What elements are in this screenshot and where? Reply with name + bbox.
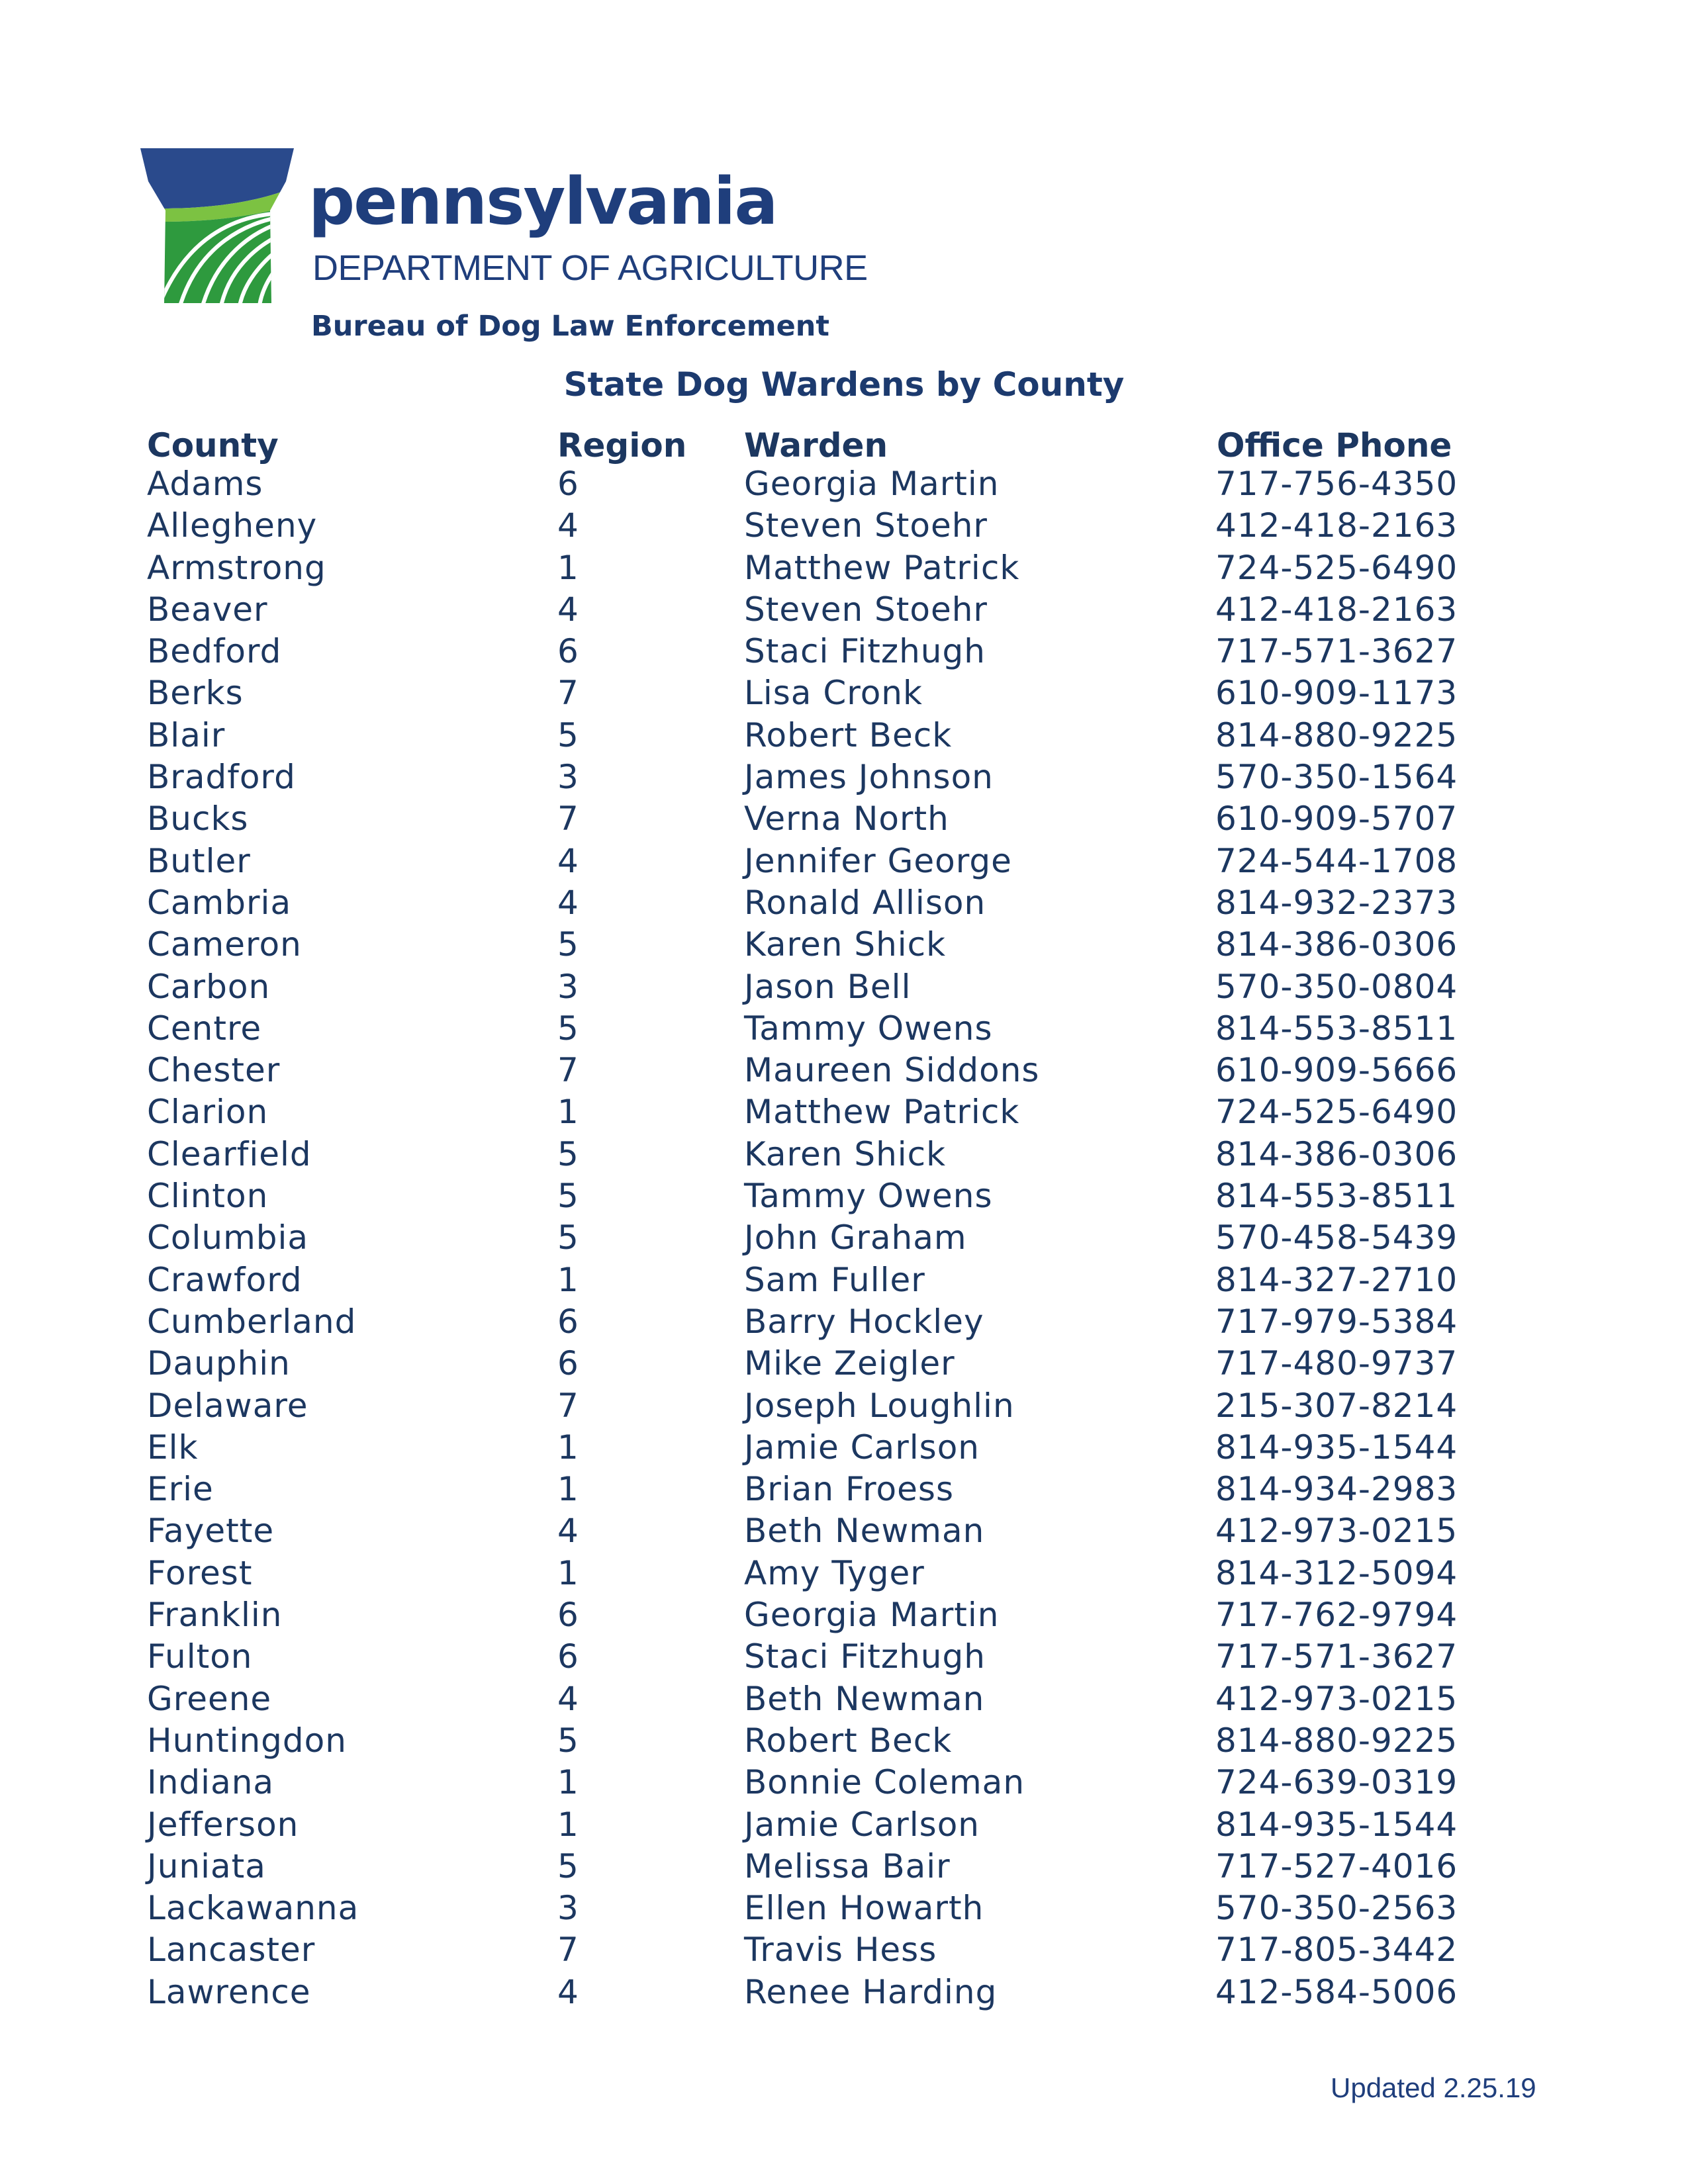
region-cell: 5 xyxy=(557,715,579,754)
table-row xyxy=(0,1386,1688,1431)
table-row xyxy=(0,1891,1688,1933)
region-cell: 6 xyxy=(557,1596,579,1635)
warden-cell: Melissa Bair xyxy=(744,1846,951,1886)
county-cell: Delaware xyxy=(147,1386,308,1425)
region-cell: 5 xyxy=(557,1134,579,1173)
warden-cell: Staci Fitzhugh xyxy=(744,632,986,671)
region-cell: 5 xyxy=(557,1721,579,1760)
warden-cell: Tammy Owens xyxy=(744,1009,993,1048)
warden-cell: Staci Fitzhugh xyxy=(744,1637,986,1676)
office-phone-cell: 717-762-9794 xyxy=(1215,1596,1458,1635)
county-cell: Dauphin xyxy=(147,1344,291,1383)
office-phone-cell: 412-584-5006 xyxy=(1215,1972,1458,2011)
office-phone-cell: 717-756-4350 xyxy=(1215,465,1458,503)
county-cell: Lackawanna xyxy=(147,1889,359,1928)
region-cell: 1 xyxy=(557,1805,579,1844)
table-row xyxy=(0,1598,1688,1640)
warden-cell: Lisa Cronk xyxy=(744,674,923,713)
region-cell: 4 xyxy=(557,1972,579,2011)
table-row xyxy=(0,760,1688,802)
warden-cell: Jamie Carlson xyxy=(744,1805,980,1844)
region-cell: 5 xyxy=(557,1177,579,1216)
county-cell: Berks xyxy=(147,674,244,713)
warden-cell: Steven Stoehr xyxy=(744,590,988,629)
table-row xyxy=(0,1721,1688,1766)
table-row xyxy=(0,467,1688,509)
office-phone-cell: 610-909-1173 xyxy=(1215,674,1458,713)
warden-cell: James Johnson xyxy=(744,758,994,797)
region-cell: 7 xyxy=(557,1386,579,1425)
county-cell: Clarion xyxy=(147,1093,269,1132)
office-phone-cell: 717-480-9737 xyxy=(1215,1344,1458,1383)
region-cell: 1 xyxy=(557,1553,579,1592)
region-cell: 5 xyxy=(557,1846,579,1886)
warden-cell: Barry Hockley xyxy=(744,1302,984,1341)
office-phone-cell: 814-935-1544 xyxy=(1215,1428,1458,1467)
county-cell: Cameron xyxy=(147,925,302,964)
table-row xyxy=(0,799,1688,844)
table-row xyxy=(0,1218,1688,1263)
table-row xyxy=(0,967,1688,1012)
table-row xyxy=(0,1302,1688,1347)
office-phone-cell: 814-386-0306 xyxy=(1215,1134,1458,1173)
table-row xyxy=(0,883,1688,928)
warden-cell: Travis Hess xyxy=(744,1931,937,1970)
region-cell: 1 xyxy=(557,1093,579,1132)
county-cell: Butler xyxy=(147,841,251,880)
region-cell: 1 xyxy=(557,1763,579,1802)
county-cell: Fulton xyxy=(147,1637,253,1676)
region-cell: 4 xyxy=(557,1512,579,1551)
county-cell: Clinton xyxy=(147,1177,269,1216)
warden-cell: Tammy Owens xyxy=(744,1177,993,1216)
office-phone-cell: 814-934-2983 xyxy=(1215,1470,1458,1509)
table-row xyxy=(0,925,1688,970)
region-cell: 5 xyxy=(557,1009,579,1048)
table-row xyxy=(0,1095,1688,1137)
office-phone-cell: 724-525-6490 xyxy=(1215,548,1458,587)
region-cell: 7 xyxy=(557,1931,579,1970)
column-header-office-phone: Office Phone xyxy=(1217,426,1452,465)
county-cell: Bucks xyxy=(147,799,249,839)
office-phone-cell: 717-571-3627 xyxy=(1215,1637,1458,1676)
warden-cell: Beth Newman xyxy=(744,1679,985,1718)
warden-cell: Bonnie Coleman xyxy=(744,1763,1025,1802)
updated-date: Updated 2.25.19 xyxy=(1331,2072,1536,2103)
region-cell: 4 xyxy=(557,883,579,922)
county-cell: Blair xyxy=(147,715,226,754)
region-cell: 5 xyxy=(557,925,579,964)
warden-cell: Maureen Siddons xyxy=(744,1051,1040,1090)
warden-cell: Robert Beck xyxy=(744,715,953,754)
region-cell: 4 xyxy=(557,841,579,880)
warden-cell: Jason Bell xyxy=(744,967,912,1006)
office-phone-cell: 412-973-0215 xyxy=(1215,1679,1458,1718)
warden-cell: Amy Tyger xyxy=(744,1553,925,1592)
warden-cell: Georgia Martin xyxy=(744,465,1000,503)
region-cell: 7 xyxy=(557,674,579,713)
office-phone-cell: 412-973-0215 xyxy=(1215,1512,1458,1551)
office-phone-cell: 724-639-0319 xyxy=(1215,1763,1458,1802)
warden-cell: Jamie Carlson xyxy=(744,1428,980,1467)
column-header-county: County xyxy=(147,426,279,465)
office-phone-cell: 814-880-9225 xyxy=(1215,715,1458,754)
table-row xyxy=(0,632,1688,676)
county-cell: Bradford xyxy=(147,758,296,797)
county-cell: Lawrence xyxy=(147,1972,311,2011)
region-cell: 6 xyxy=(557,1302,579,1341)
table-row xyxy=(0,548,1688,593)
county-cell: Cambria xyxy=(147,883,292,922)
table-row xyxy=(0,1179,1688,1221)
county-cell: Chester xyxy=(147,1051,281,1090)
office-phone-cell: 724-544-1708 xyxy=(1215,841,1458,880)
region-cell: 6 xyxy=(557,465,579,503)
table-row xyxy=(0,1134,1688,1179)
warden-cell: Matthew Patrick xyxy=(744,1093,1020,1132)
table-row xyxy=(0,1470,1688,1514)
region-cell: 1 xyxy=(557,1260,579,1299)
warden-cell: Renee Harding xyxy=(744,1972,998,2011)
warden-cell: Brian Froess xyxy=(744,1470,955,1509)
table-row xyxy=(0,1344,1688,1388)
county-cell: Carbon xyxy=(147,967,271,1006)
warden-cell: Matthew Patrick xyxy=(744,548,1020,587)
county-cell: Clearfield xyxy=(147,1134,312,1173)
table-row xyxy=(0,676,1688,718)
table-row xyxy=(0,1846,1688,1891)
warden-cell: Joseph Loughlin xyxy=(744,1386,1015,1425)
county-cell: Allegheny xyxy=(147,506,318,545)
warden-cell: Verna North xyxy=(744,799,949,839)
pa-agriculture-logo xyxy=(139,147,868,312)
office-phone-cell: 814-312-5094 xyxy=(1215,1553,1458,1592)
table-row xyxy=(0,1763,1688,1807)
region-cell: 4 xyxy=(557,1679,579,1718)
table-row xyxy=(0,590,1688,635)
region-cell: 7 xyxy=(557,799,579,839)
office-phone-cell: 717-571-3627 xyxy=(1215,632,1458,671)
warden-cell: Karen Shick xyxy=(744,925,947,964)
warden-cell: Ellen Howarth xyxy=(744,1889,984,1928)
office-phone-cell: 814-553-8511 xyxy=(1215,1009,1458,1048)
region-cell: 4 xyxy=(557,590,579,629)
column-header-region: Region xyxy=(557,426,687,465)
office-phone-cell: 570-350-2563 xyxy=(1215,1889,1458,1928)
wardens-table xyxy=(0,467,1688,2017)
warden-cell: Beth Newman xyxy=(744,1512,985,1551)
table-row xyxy=(0,1260,1688,1305)
office-phone-cell: 814-932-2373 xyxy=(1215,883,1458,922)
table-row xyxy=(0,715,1688,760)
warden-cell: Ronald Allison xyxy=(744,883,986,922)
logo-wordmark: pennsylvania xyxy=(308,164,777,240)
warden-cell: Steven Stoehr xyxy=(744,506,988,545)
office-phone-cell: 570-350-0804 xyxy=(1215,967,1458,1006)
office-phone-cell: 814-386-0306 xyxy=(1215,925,1458,964)
column-header-warden: Warden xyxy=(744,426,888,465)
warden-cell: Jennifer George xyxy=(744,841,1012,880)
region-cell: 1 xyxy=(557,1470,579,1509)
region-cell: 5 xyxy=(557,1218,579,1257)
county-cell: Cumberland xyxy=(147,1302,357,1341)
region-cell: 6 xyxy=(557,632,579,671)
county-cell: Jefferson xyxy=(147,1805,299,1844)
bureau-name: Bureau of Dog Law Enforcement xyxy=(311,310,829,343)
table-row xyxy=(0,506,1688,551)
table-row xyxy=(0,841,1688,886)
warden-cell: Mike Zeigler xyxy=(744,1344,955,1383)
office-phone-cell: 570-350-1564 xyxy=(1215,758,1458,797)
county-cell: Centre xyxy=(147,1009,262,1048)
office-phone-cell: 412-418-2163 xyxy=(1215,590,1458,629)
office-phone-cell: 814-553-8511 xyxy=(1215,1177,1458,1216)
county-cell: Armstrong xyxy=(147,548,326,587)
region-cell: 3 xyxy=(557,758,579,797)
office-phone-cell: 814-935-1544 xyxy=(1215,1805,1458,1844)
county-cell: Columbia xyxy=(147,1218,309,1257)
region-cell: 6 xyxy=(557,1344,579,1383)
warden-cell: Karen Shick xyxy=(744,1134,947,1173)
table-row xyxy=(0,1933,1688,1975)
table-row xyxy=(0,1553,1688,1598)
office-phone-cell: 570-458-5439 xyxy=(1215,1218,1458,1257)
county-cell: Greene xyxy=(147,1679,272,1718)
table-row xyxy=(0,1679,1688,1724)
warden-cell: Sam Fuller xyxy=(744,1260,925,1299)
county-cell: Juniata xyxy=(147,1846,266,1886)
county-cell: Franklin xyxy=(147,1596,283,1635)
office-phone-cell: 814-327-2710 xyxy=(1215,1260,1458,1299)
table-row xyxy=(0,1051,1688,1095)
office-phone-cell: 215-307-8214 xyxy=(1215,1386,1458,1425)
county-cell: Bedford xyxy=(147,632,282,671)
office-phone-cell: 717-527-4016 xyxy=(1215,1846,1458,1886)
table-row xyxy=(0,1805,1688,1850)
county-cell: Erie xyxy=(147,1470,214,1509)
warden-cell: Robert Beck xyxy=(744,1721,953,1760)
table-row xyxy=(0,1428,1688,1473)
table-row xyxy=(0,1637,1688,1682)
office-phone-cell: 610-909-5666 xyxy=(1215,1051,1458,1090)
keystone-logo-icon xyxy=(139,147,295,306)
logo-department: DEPARTMENT OF AGRICULTURE xyxy=(312,248,868,288)
office-phone-cell: 412-418-2163 xyxy=(1215,506,1458,545)
county-cell: Crawford xyxy=(147,1260,303,1299)
county-cell: Indiana xyxy=(147,1763,275,1802)
county-cell: Forest xyxy=(147,1553,253,1592)
region-cell: 6 xyxy=(557,1637,579,1676)
county-cell: Huntingdon xyxy=(147,1721,347,1760)
county-cell: Lancaster xyxy=(147,1931,316,1970)
table-row xyxy=(0,1972,1688,2017)
page-title: State Dog Wardens by County xyxy=(563,365,1125,404)
region-cell: 4 xyxy=(557,506,579,545)
county-cell: Beaver xyxy=(147,590,268,629)
region-cell: 3 xyxy=(557,967,579,1006)
table-row xyxy=(0,1514,1688,1556)
warden-cell: Georgia Martin xyxy=(744,1596,1000,1635)
region-cell: 7 xyxy=(557,1051,579,1090)
office-phone-cell: 814-880-9225 xyxy=(1215,1721,1458,1760)
region-cell: 1 xyxy=(557,1428,579,1467)
office-phone-cell: 717-805-3442 xyxy=(1215,1931,1458,1970)
region-cell: 1 xyxy=(557,548,579,587)
table-row xyxy=(0,1009,1688,1054)
county-cell: Fayette xyxy=(147,1512,275,1551)
county-cell: Elk xyxy=(147,1428,199,1467)
office-phone-cell: 717-979-5384 xyxy=(1215,1302,1458,1341)
office-phone-cell: 724-525-6490 xyxy=(1215,1093,1458,1132)
region-cell: 3 xyxy=(557,1889,579,1928)
county-cell: Adams xyxy=(147,465,263,503)
warden-cell: John Graham xyxy=(744,1218,967,1257)
office-phone-cell: 610-909-5707 xyxy=(1215,799,1458,839)
